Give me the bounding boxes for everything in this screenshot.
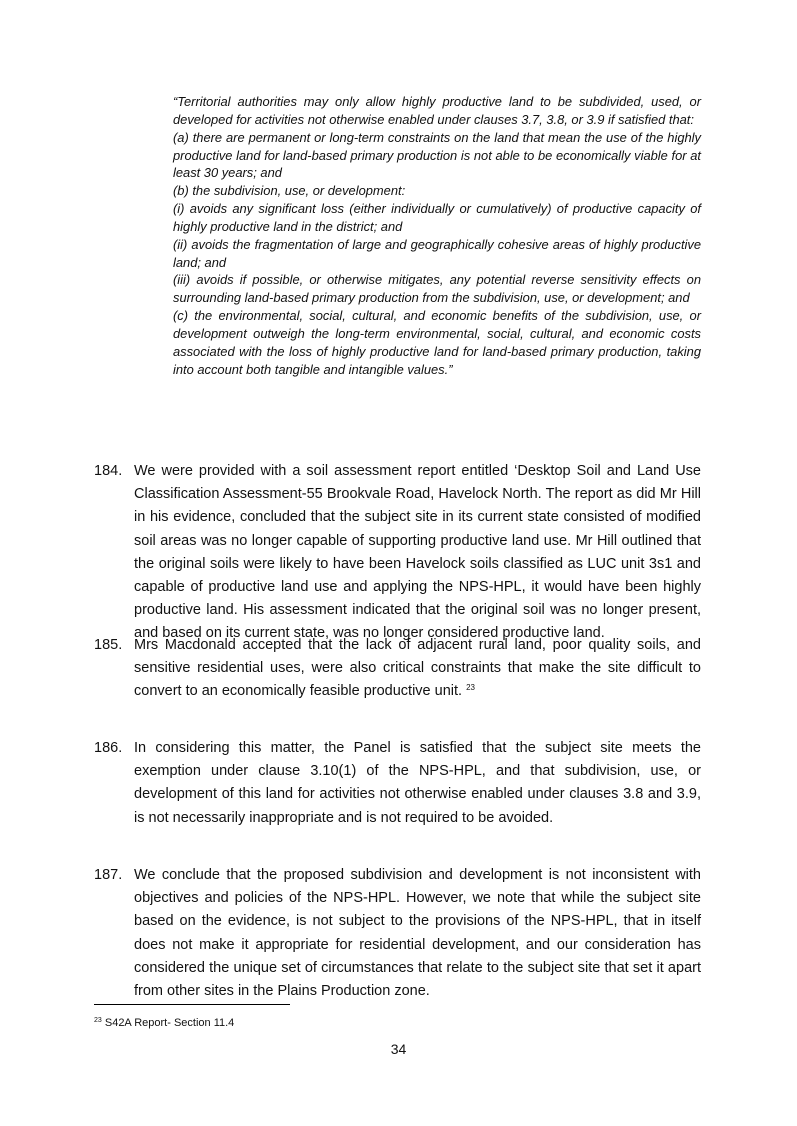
paragraph-text: In considering this matter, the Panel is satisfied that the subject site meets the exemption under clause 3.10(1) of the NPS-HPL, and that subdivision, use, or development of this land for activities not otherwise enabled under clauses 3.8 and 3.9, is not necessarily inappropriate and is not required to be avoided. <box>134 740 701 826</box>
paragraph-number: 184. <box>94 463 123 479</box>
paragraph-text: We were provided with a soil assessment report entitled ‘Desktop Soil and Land Use Classification Assessment-55 Brookvale Road, Havelock North. The report as did Mr Hill in his evidence, concluded that the subject site in its current state consisted of modified soil areas was no longer capable of supporting productive land use. Mr Hill outlined that the original soils were likely to have been Havelock soils classified as LUC unit 3s1 and capable of productive land use and applying the NPS-HPL, it would have been highly productive land. His assessment indicated that the original soil was no longer present, and based on its current state, was no longer considered productive land. <box>134 463 701 642</box>
footnote <box>94 1016 234 1030</box>
paragraph-text: Mrs Macdonald accepted that the lack of adjacent rural land, poor quality soils, and sensitive residential uses, were also critical constraints that make the site difficult to convert to an economically feasible productive unit. $^{23}$ <box>134 637 701 700</box>
paragraph-number: 187. <box>94 867 123 883</box>
quote-line: (ii) avoids the fragmentation of large and geographically cohesive areas of highly productive land; and <box>173 236 701 270</box>
quote-line: (a) there are permanent or long-term constraints on the land that mean the use of the highly productive land for land-based primary production is not able to be economically viable for at least 30 years; and <box>173 129 701 181</box>
page-number: 34 <box>390 1041 407 1057</box>
quote-line: (iii) avoids if possible, or otherwise mitigates, any potential reverse sensitivity effects on surrounding land-based primary production from the subdivision, use, or development; and <box>173 272 701 306</box>
footnote-number: 23 <box>94 1017 102 1024</box>
footnote-reference[interactable]: 23 <box>466 683 475 693</box>
quote-line: (i) avoids any significant loss (either individually or cumulatively) of productive capacity of highly productive land in the district; and <box>173 201 701 234</box>
paragraph-185 <box>94 634 701 704</box>
quote-line: (b) the subdivision, use, or development: <box>173 183 406 199</box>
paragraph-186 <box>94 737 701 830</box>
paragraph-text: We conclude that the proposed subdivision and development is not inconsistent with objectives and policies of the NPS-HPL. However, we note that while the subject site based on the evidence, is not subject to the provisions of the NPS-HPL, that in itself does not make it appropriate for residential development, and our consideration has considered the unique set of circumstances that relate to the subject site that set it apart from other sites in the Plains Production zone. <box>134 867 701 1000</box>
quoted-clause <box>173 93 701 379</box>
footnote-text: S42A Report- Section 11.4 <box>104 1017 235 1029</box>
paragraph-187 <box>94 864 701 1003</box>
quote-line: “Territorial authorities may only allow highly productive land to be subdivided, used, or developed for activities not otherwise enabled under clauses 3.7, 3.8, or 3.9 if satisfied that: <box>173 94 701 127</box>
paragraph-number: 186. <box>94 740 123 756</box>
quote-line: (c) the environmental, social, cultural, and economic benefits of the subdivision, use, or development outweigh the long-term environmental, social, cultural, and economic costs associated with the loss of highly productive land for land-based primary production, taking into account both tangible and intangible values.” <box>173 308 701 377</box>
paragraph-184 <box>94 460 701 646</box>
footnote-divider <box>94 1004 290 1005</box>
paragraph-number: 185. <box>94 637 123 653</box>
